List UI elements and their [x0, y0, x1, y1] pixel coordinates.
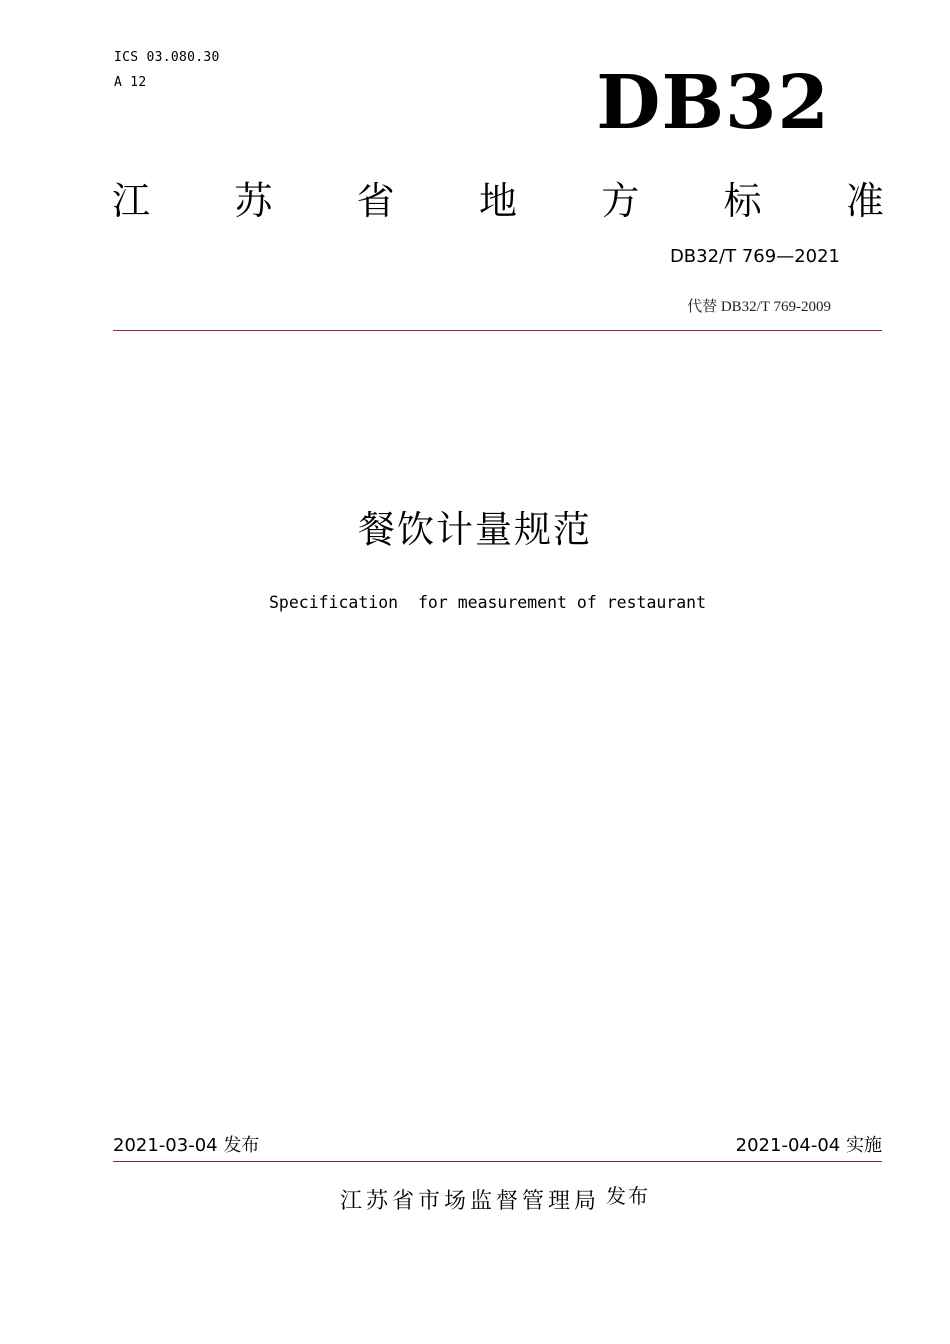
issue-date: 2021-03-04 发布 — [113, 1135, 260, 1156]
standard-type-char: 地 — [478, 179, 517, 223]
standard-type-char: 省 — [356, 179, 395, 223]
issuer-name: 江苏省市场监督管理局 — [339, 1189, 600, 1214]
document-title-english: Specification for measurement of restaurant — [268, 593, 707, 612]
top-divider — [113, 330, 882, 331]
document-title: 餐饮计量规范 — [358, 508, 592, 551]
standard-type-char: 方 — [601, 179, 640, 223]
standard-type-char: 标 — [723, 179, 762, 223]
standard-number: DB32/T 769—2021 — [669, 246, 840, 267]
standard-type-char: 苏 — [234, 179, 273, 223]
standard-type — [112, 176, 884, 226]
issuer — [0, 1184, 950, 1215]
classification-code: A 12 — [114, 75, 147, 90]
issuer-suffix: 发布 — [606, 1184, 650, 1208]
implementation-date: 2021-04-04 实施 — [735, 1135, 882, 1156]
ics-code: ICS 03.080.30 — [114, 50, 220, 65]
db-mark: DB32 — [596, 60, 830, 146]
standard-type-char: 江 — [112, 179, 151, 223]
bottom-divider — [113, 1161, 882, 1162]
standard-type-char: 准 — [845, 179, 884, 223]
replaces-note: 代替 DB32/T 769-2009 — [687, 299, 831, 315]
